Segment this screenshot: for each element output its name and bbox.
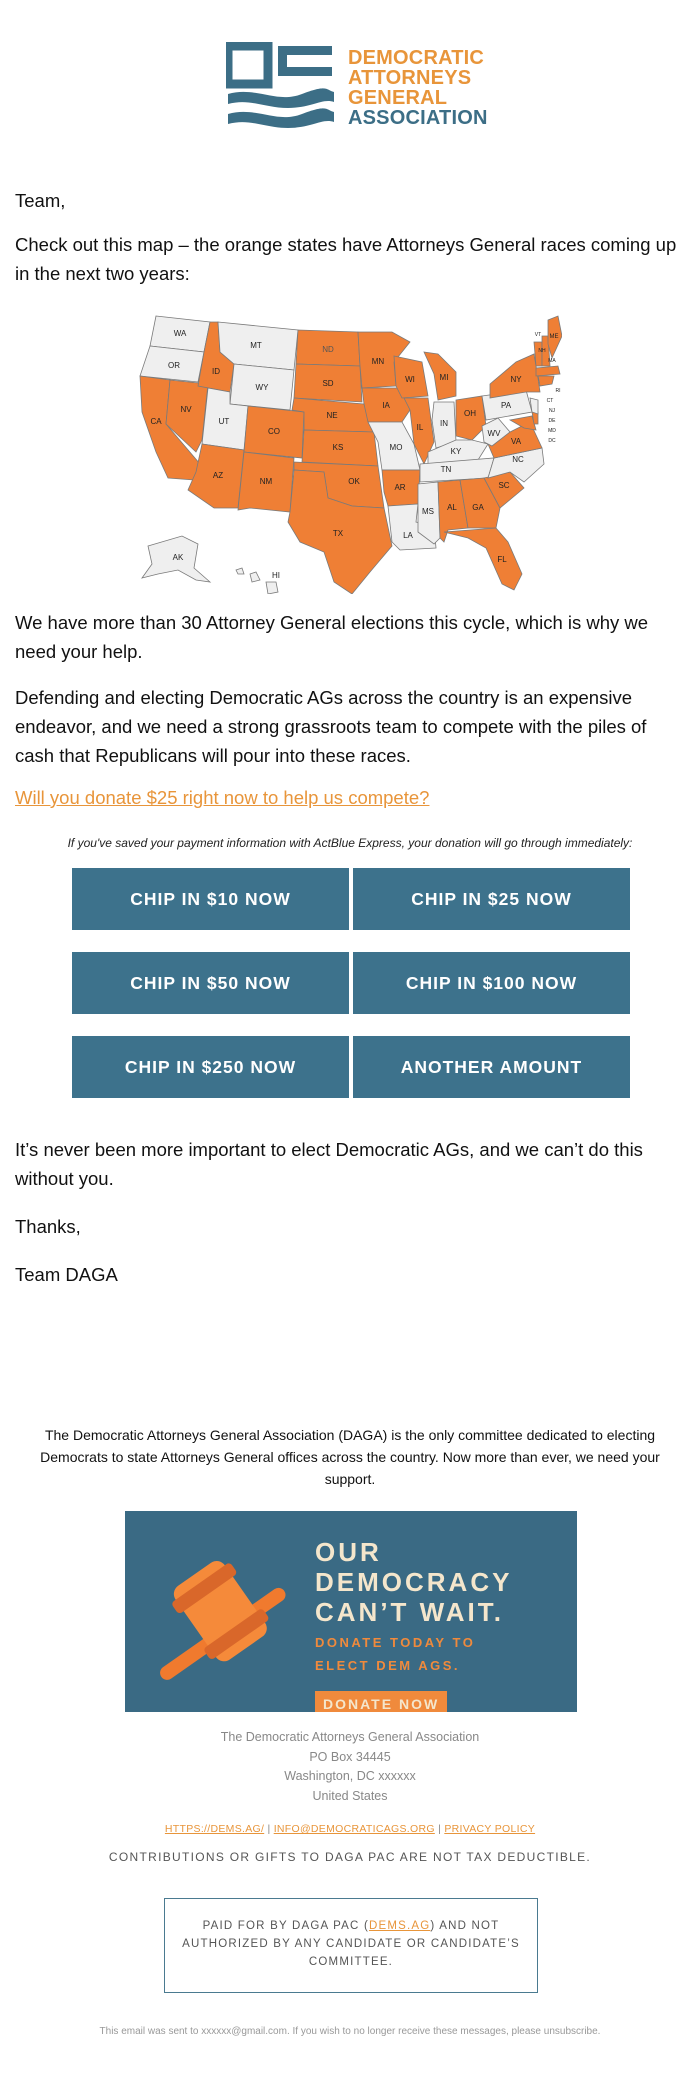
map-label-ny: NY [510, 375, 522, 384]
defend-paragraph: Defending and electing Democratic AGs across the country is an expensive endeavor, and we need a strong grassroots team to compete with the piles of cash that Republicans will pour into these races. [15, 687, 647, 766]
map-label-wy: WY [255, 383, 269, 392]
map-label-nv: NV [180, 405, 192, 414]
map-label-sc: SC [498, 481, 510, 490]
map-label-nd: ND [322, 345, 334, 354]
map-label-nc: NC [512, 455, 524, 464]
paid-for-dems-ag-link[interactable]: DEMS.AG [368, 1920, 431, 1932]
map-state-ma [536, 366, 560, 376]
chip-in-50-button[interactable]: CHIP IN $50 NOW [72, 952, 349, 1014]
important-paragraph: It’s never been more important to elect Democratic AGs, and we can’t do this without you. [15, 1139, 643, 1189]
chip-in-250-button[interactable]: CHIP IN $250 NOW [72, 1036, 349, 1098]
democracy-banner[interactable] [125, 1511, 577, 1712]
logo-line-2: ATTORNEYS [348, 67, 472, 89]
map-state-fl [444, 528, 522, 590]
chip-in-100-button[interactable]: CHIP IN $100 NOW [353, 952, 630, 1014]
map-label-de: DE [548, 418, 556, 424]
map-label-in: IN [440, 419, 448, 428]
map-label-al: AL [447, 503, 457, 512]
map-label-or: OR [168, 361, 180, 370]
logo-line-4: ASSOCIATION [348, 107, 488, 129]
paid-for-text-pre: PAID FOR BY DAGA PAC ( [202, 1920, 369, 1932]
banner-sub-2: ELECT DEM AGS. [315, 1658, 461, 1673]
map-label-la: LA [403, 531, 413, 540]
map-label-ri: RI [555, 388, 561, 394]
map-label-nm: NM [259, 477, 273, 486]
map-label-oh: OH [464, 409, 476, 418]
map-label-nh: NH [538, 348, 546, 354]
gavel-icon [125, 1511, 325, 1712]
map-label-mi: MI [439, 373, 449, 382]
map-label-ok: OK [348, 477, 360, 486]
map-label-wi: WI [405, 375, 415, 384]
footer-about-text: The Democratic Attorneys General Association (DAGA) is the only committee dedicated to electing Democrats to state Attorneys General offices across the country. Now more than ever, we need your support. [40, 1427, 660, 1487]
thanks-line: Thanks, [15, 1216, 81, 1237]
link-separator: | [438, 1823, 442, 1835]
address-org: The Democratic Attorneys General Association [220, 1730, 480, 1744]
map-state-ct-ri [538, 376, 554, 386]
banner-sub-1: DONATE TODAY TO [315, 1635, 476, 1650]
map-label-az: AZ [212, 471, 224, 480]
link-separator: | [267, 1823, 271, 1835]
map-label-sd: SD [322, 379, 334, 388]
map-label-ga: GA [472, 503, 484, 512]
map-label-ca: CA [150, 417, 162, 426]
map-label-ut: UT [218, 417, 230, 426]
banner-headline-2: DEMOCRACY [315, 1567, 513, 1597]
chip-in-25-button[interactable]: CHIP IN $25 NOW [353, 868, 630, 930]
map-label-md: MD [548, 428, 556, 434]
map-label-il: IL [416, 423, 424, 432]
map-label-ks: KS [332, 443, 344, 452]
email-link[interactable]: INFO@DEMOCRATICAGS.ORG [273, 1823, 435, 1835]
logo-line-1: DEMOCRATIC [348, 47, 485, 69]
map-label-pa: PA [500, 401, 512, 410]
map-label-co: CO [268, 427, 280, 436]
map-label-ak: AK [172, 553, 184, 562]
signoff-line: Team DAGA [15, 1264, 118, 1285]
banner-headline-1: OUR [315, 1537, 382, 1567]
map-label-tx: TX [332, 529, 344, 538]
logo-line-3: GENERAL [348, 87, 448, 109]
banner-text-block [315, 1537, 512, 1712]
map-label-id: ID [212, 367, 220, 376]
banner-headline-3: CAN’T WAIT. [315, 1597, 504, 1627]
map-label-wv: WV [487, 429, 501, 438]
privacy-policy-link[interactable]: PRIVACY POLICY [444, 1823, 536, 1835]
map-label-ms: MS [422, 507, 434, 516]
donate-25-link[interactable]: Will you donate $25 right now to help us compete? [15, 787, 430, 808]
map-label-vt: VT [534, 332, 542, 338]
another-amount-button[interactable]: ANOTHER AMOUNT [353, 1036, 630, 1098]
address-po-box: PO Box 34445 [309, 1749, 391, 1764]
intro-paragraph: Check out this map – the orange states have Attorneys General races coming up in the next two years: [15, 234, 677, 284]
chip-in-10-button[interactable]: CHIP IN $10 NOW [72, 868, 349, 930]
map-label-va: VA [510, 437, 522, 446]
map-label-ar: AR [394, 483, 406, 492]
map-label-ne: NE [326, 411, 338, 420]
map-label-tn: TN [440, 465, 452, 474]
logo-wordmark [348, 48, 488, 128]
unsubscribe-note[interactable]: This email was sent to xxxxxx@gmail.com. If you wish to no longer receive these messages, please unsubscribe. [99, 2026, 601, 2037]
mailing-address [0, 1728, 700, 1806]
map-label-ct: CT [546, 398, 554, 404]
paid-for-text-post: ) AND NOT AUTHORIZED BY ANY CANDIDATE OR CANDIDATE’S COMMITTEE. [182, 1920, 520, 1968]
map-state-oh [456, 396, 486, 440]
map-label-ky: KY [450, 447, 462, 456]
map-label-fl: FL [497, 555, 507, 564]
map-label-ia: IA [382, 401, 390, 410]
map-label-ma: MA [548, 358, 556, 364]
website-link[interactable]: HTTPS://DEMS.AG/ [164, 1823, 265, 1835]
map-label-nj: NJ [548, 408, 556, 414]
elections-paragraph: We have more than 30 Attorney General elections this cycle, which is why we need your help. [15, 612, 649, 662]
map-label-me: ME [549, 334, 559, 340]
paid-for-disclaimer-box [164, 1898, 538, 1993]
address-city: Washington, DC xxxxxx [284, 1769, 416, 1783]
us-ag-races-map [138, 312, 562, 594]
footer-links [0, 1823, 700, 1835]
daga-logo[interactable] [226, 42, 488, 134]
map-label-dc: DC [548, 438, 556, 444]
map-label-mt: MT [250, 341, 262, 350]
map-label-mo: MO [389, 443, 403, 452]
daga-logo-mark-icon [226, 42, 336, 134]
actblue-express-note: If you've saved your payment information with ActBlue Express, your donation will go through immediately: [67, 836, 633, 850]
tax-disclaimer: CONTRIBUTIONS OR GIFTS TO DAGA PAC ARE NOT TAX DEDUCTIBLE. [108, 1850, 592, 1864]
map-label-hi: HI [272, 571, 280, 580]
map-label-wa: WA [173, 329, 187, 338]
greeting: Team, [15, 190, 66, 211]
map-label-mn: MN [371, 357, 385, 366]
address-country: United States [312, 1788, 388, 1803]
banner-donate-now-button[interactable]: DONATE NOW [315, 1691, 447, 1712]
